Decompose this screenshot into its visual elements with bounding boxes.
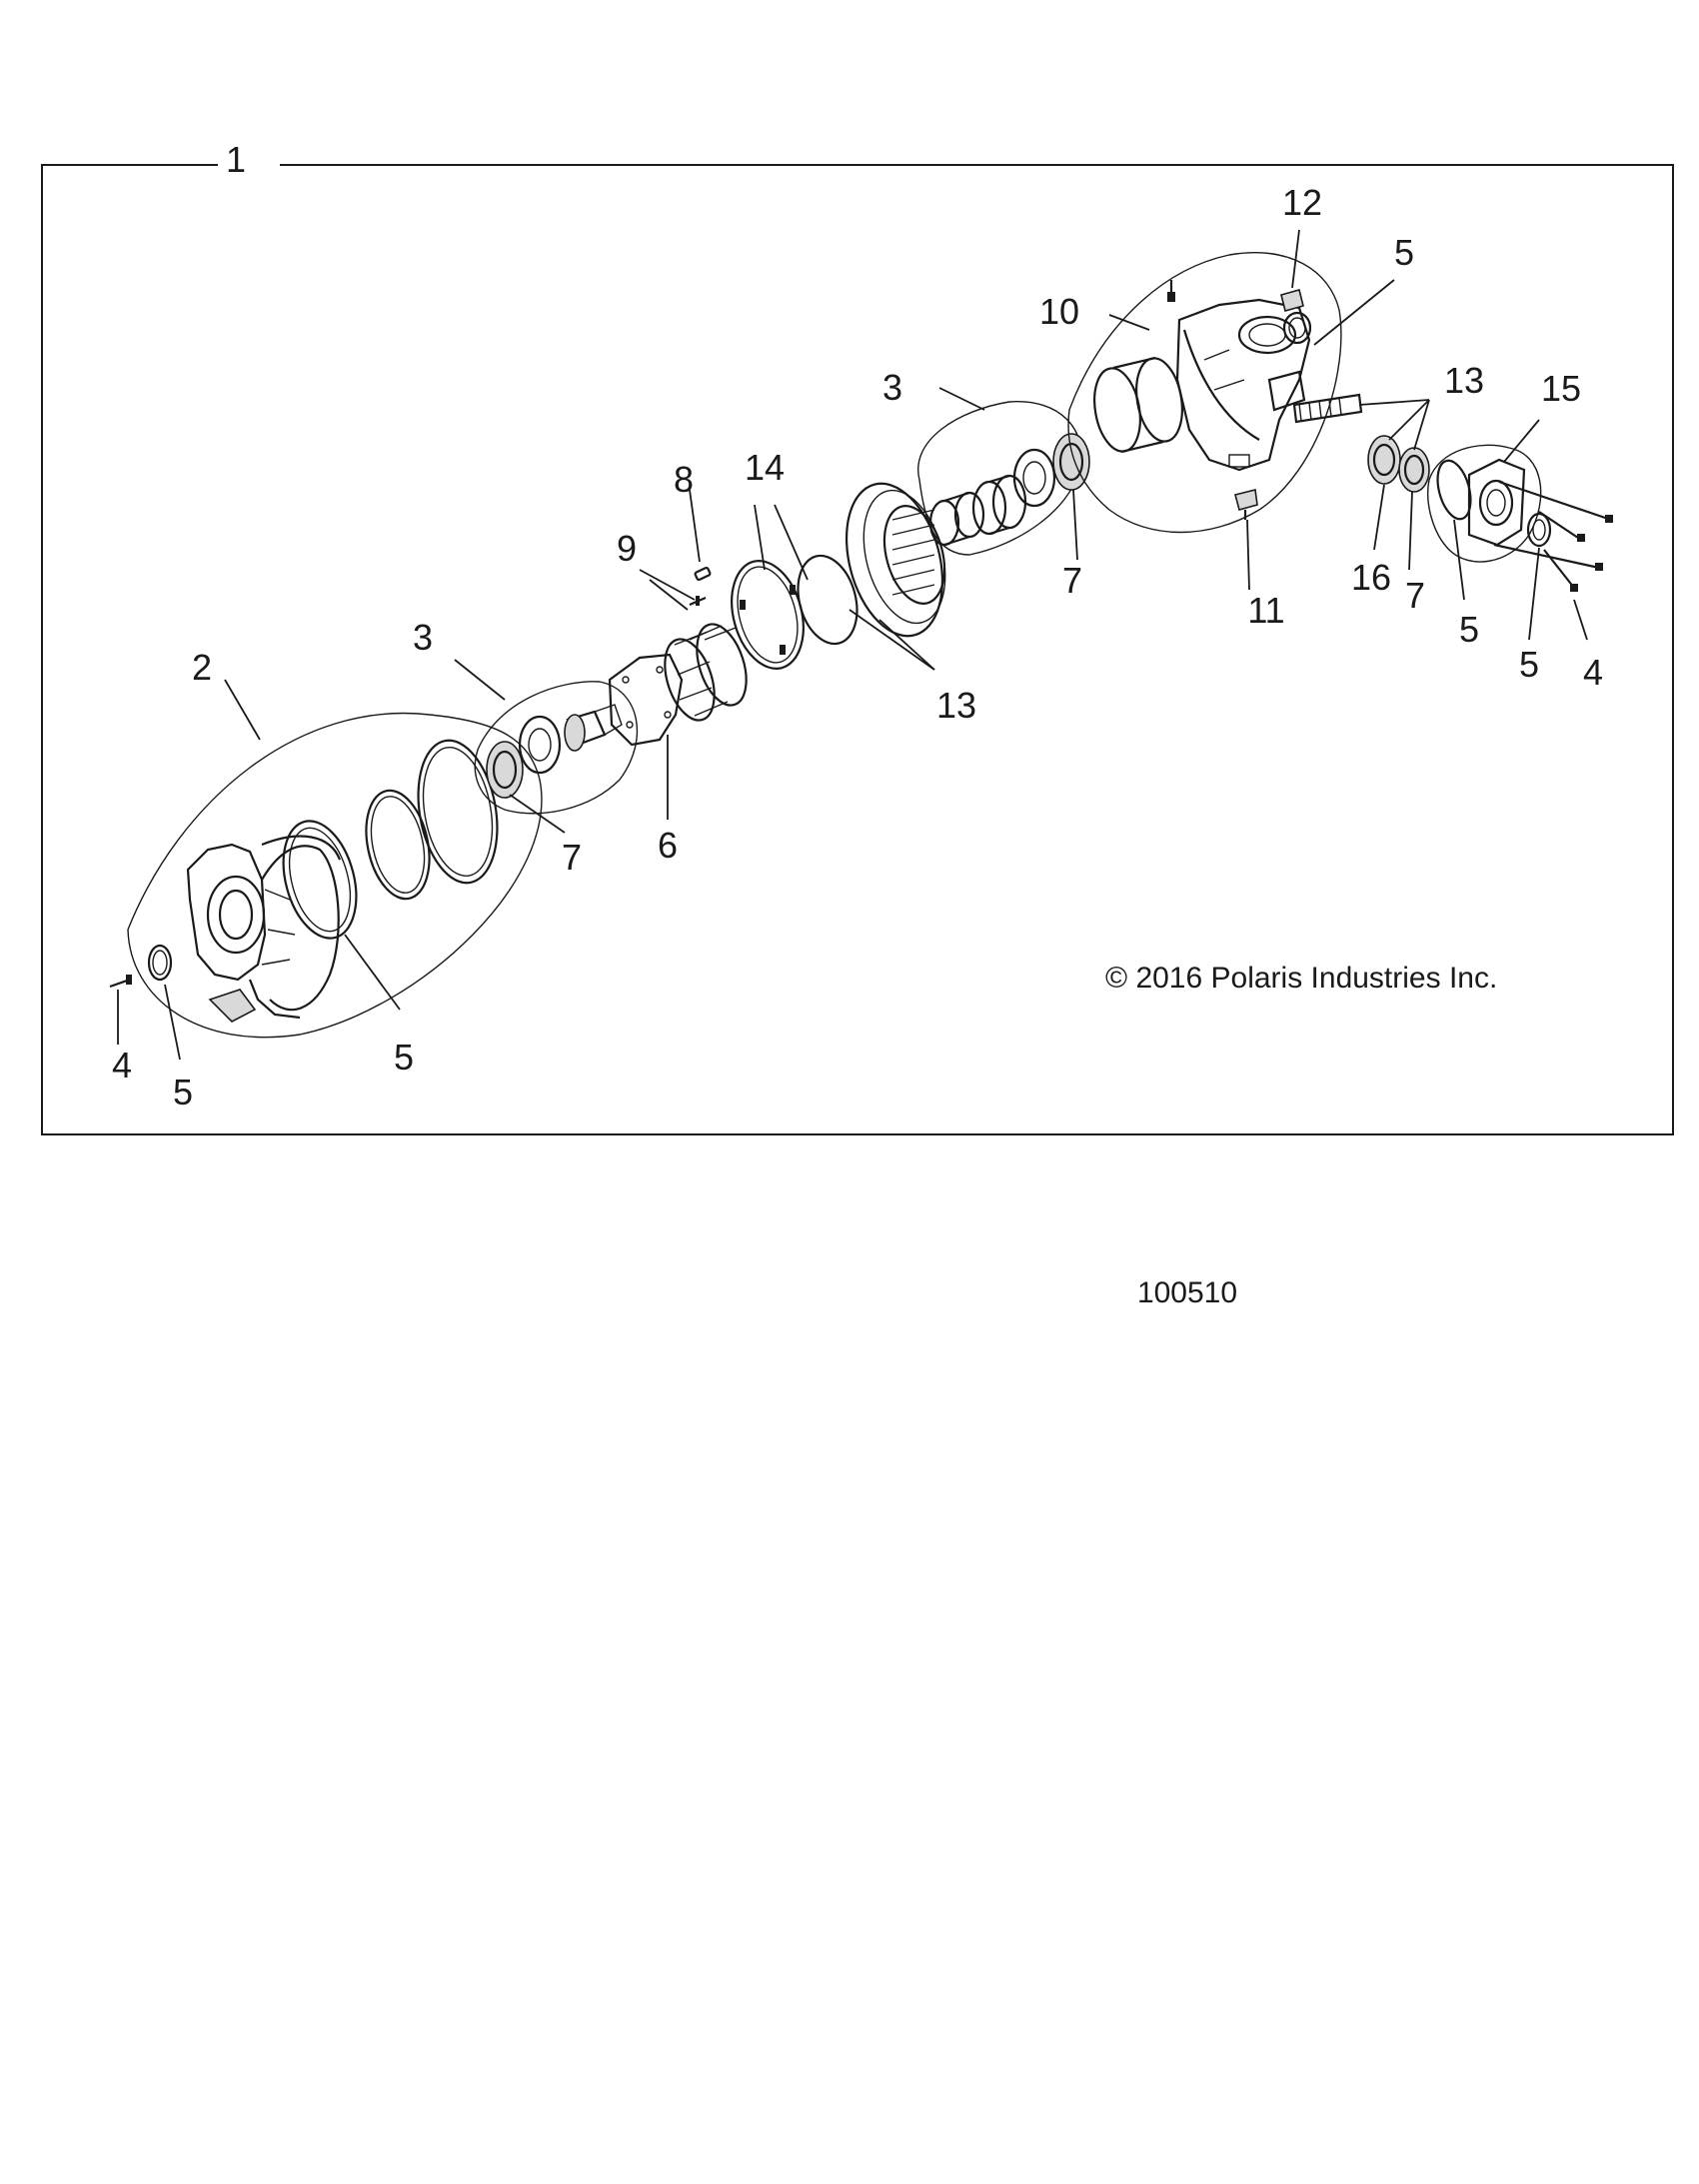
roller-clutch-cage [656, 618, 756, 726]
snap-ring-left-a [357, 785, 439, 905]
figure-number: 100510 [1136, 1276, 1238, 1309]
bearing-7-output [1399, 448, 1429, 492]
breather-bolt-top [1167, 280, 1175, 302]
callout-8: 8 [673, 459, 695, 500]
callout-4-left: 4 [111, 1045, 133, 1086]
callout-6: 6 [657, 825, 679, 866]
callout-1: 1 [225, 139, 247, 180]
callout-5-cap-seal: 5 [1518, 644, 1540, 685]
friction-plate-6 [610, 655, 682, 745]
output-cap [1469, 460, 1524, 545]
callout-5-far-left: 5 [172, 1072, 194, 1112]
seal-ring-5-left-large [272, 813, 369, 947]
spring-9 [690, 596, 706, 606]
callout-5-output-oring: 5 [1458, 609, 1480, 650]
callout-5-left-ring: 5 [393, 1037, 415, 1078]
callout-13-upper: 13 [1443, 360, 1485, 401]
ring-gear-13 [831, 473, 958, 647]
sleeve-ring [1088, 355, 1188, 455]
callout-2: 2 [191, 647, 213, 688]
callout-3-right: 3 [881, 367, 903, 408]
callout-12: 12 [1281, 182, 1323, 223]
bearing-7-left [487, 742, 523, 798]
callout-9: 9 [616, 528, 638, 569]
callout-7-right: 7 [1061, 560, 1083, 601]
copyright-notice: © 2016 Polaris Industries Inc. [1105, 962, 1498, 995]
callout-7-left: 7 [561, 837, 583, 878]
left-housing [188, 837, 340, 1022]
callout-10: 10 [1038, 291, 1080, 332]
bearing-race-left [520, 717, 560, 773]
bearing-16 [1368, 436, 1400, 484]
callout-15: 15 [1540, 368, 1582, 409]
bearing-race-right [1014, 450, 1054, 506]
callout-3-left: 3 [412, 617, 434, 658]
callout-5-upper-right: 5 [1393, 232, 1415, 273]
drain-plug-11 [1235, 490, 1257, 520]
callout-14: 14 [744, 447, 786, 488]
seal-5-far-left [149, 946, 171, 980]
callout-7-output: 7 [1404, 575, 1426, 616]
bolt-4-left [110, 975, 132, 987]
callout-11: 11 [1247, 590, 1285, 631]
pin-8 [695, 567, 711, 580]
callout-16: 16 [1350, 557, 1392, 598]
callout-4-right: 4 [1582, 652, 1604, 693]
callout-13-lower: 13 [935, 685, 977, 726]
